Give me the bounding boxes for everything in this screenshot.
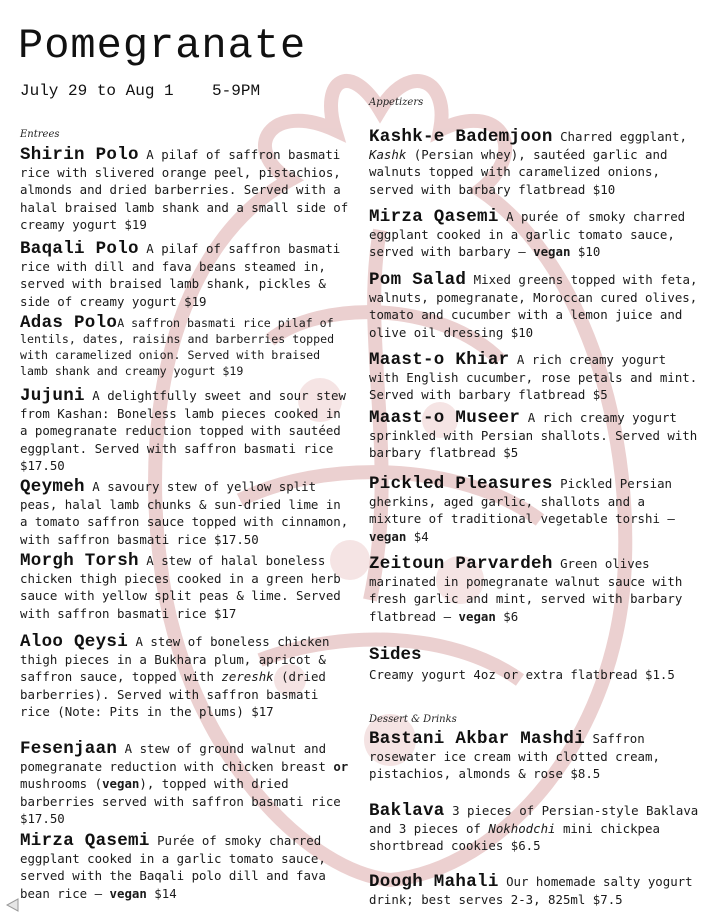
item-description-emphasis: Nokhodchi xyxy=(488,821,556,837)
appetizers-heading: Appetizers xyxy=(369,97,424,108)
menu-item xyxy=(20,633,355,720)
item-description: A stew of boneless chicken thigh pieces in a Bukhara plum, apricot & saffron sauce, topped with xyxy=(20,634,330,685)
menu-item xyxy=(20,740,355,827)
item-description-mid: mushrooms ( xyxy=(20,776,103,792)
menu-item xyxy=(369,351,701,404)
item-description-cont: ), topped with dried barberries served with saffron basmati rice $17.50 xyxy=(20,776,341,826)
menu-item xyxy=(20,240,355,310)
menu-item xyxy=(20,832,355,902)
item-description: A savoury stew of yellow split peas, halal lamb chunks & sun-dried lime in a tomato saffron sauce topped with cinnamon, with saffron basmati rice $17.50 xyxy=(20,479,349,547)
menu-item xyxy=(369,873,701,908)
item-description: A saffron basmati rice pilaf of lentils, dates, raisins and barberries topped with caramelized onion. Served with braised lamb shank and creamy yogurt $19 xyxy=(20,316,335,378)
dessert-heading: Dessert & Drinks xyxy=(369,714,457,725)
vegan-label: vegan xyxy=(102,776,140,792)
service-hours: 5-9PM xyxy=(212,82,261,100)
item-description: Saffron rosewater ice cream with clotted cream, pistachios, almonds & rose $8.5 xyxy=(369,731,660,782)
item-description: Green olives marinated in pomegranate walnut sauce with fresh garlic and mint, served with barbary flatbread – xyxy=(369,556,683,624)
item-description: A purée of smoky charred eggplant cooked in a garlic tomato sauce, served with barbary – xyxy=(369,209,686,260)
item-description: A delightfully sweet and sour stew from Kashan: Boneless lamb pieces cooked in a pomegranate reduction topped with sautéed eggplant. Served with saffron basmati rice $17.50 xyxy=(20,388,346,473)
item-description-cont: (dried barberries). Served with saffron basmati rice (Note: Pits in the plums) $17 xyxy=(20,669,326,719)
vegan-label: vegan xyxy=(109,885,147,901)
date-range: July 29 to Aug 1 xyxy=(20,82,174,100)
vegan-label: vegan xyxy=(369,528,407,544)
item-name: Doogh Mahali xyxy=(369,872,499,892)
menu-item xyxy=(20,146,355,233)
item-name: Pom Salad xyxy=(369,270,467,290)
item-description-emphasis: Kashk xyxy=(369,147,407,163)
menu-item xyxy=(369,802,701,855)
item-name: Baklava xyxy=(369,801,445,821)
event-dates xyxy=(20,82,260,100)
menu-item xyxy=(20,315,355,379)
item-description: A pilaf of saffron basmati rice with dill and fava beans steamed in, served with braised lamb shank, pickles & side of creamy yogurt $19 xyxy=(20,241,341,309)
item-name: Aloo Qeysi xyxy=(20,632,129,652)
item-description-cont: $6 xyxy=(495,608,519,624)
item-description: Charred eggplant, xyxy=(552,129,687,144)
item-description-emphasis: zereshk xyxy=(221,669,274,685)
item-name: Shirin Polo xyxy=(20,145,139,165)
sides-text: Creamy yogurt 4oz or extra flatbread $1.5 xyxy=(369,667,675,682)
item-description: 3 pieces of Persian-style Baklava and 3 pieces of xyxy=(369,803,699,837)
item-name: Mirza Qasemi xyxy=(369,207,499,227)
item-name: Zeitoun Parvardeh xyxy=(369,554,553,574)
item-description-cont: mini chickpea shortbread cookies $6.5 xyxy=(369,821,660,854)
item-name: Maast-o Khiar xyxy=(369,350,510,370)
item-description-cont: $10 xyxy=(570,244,601,260)
menu-item xyxy=(20,478,355,548)
vegan-label: vegan xyxy=(533,244,571,260)
item-description: A rich creamy yogurt with English cucumber, rose petals and mint. Served with barbary flatbread $5 xyxy=(369,352,698,403)
menu-item xyxy=(369,730,701,783)
item-name: Mirza Qasemi xyxy=(20,831,150,851)
menu-item xyxy=(20,552,355,622)
menu-item xyxy=(369,208,701,261)
item-description-cont: $4 xyxy=(406,528,429,544)
item-name: Fesenjaan xyxy=(20,739,118,759)
item-description: Purée of smoky charred eggplant cooked in a garlic tomato sauce, served with the Baqali polo dill and fava bean rice – xyxy=(20,833,326,901)
item-name: Kashk-e Bademjoon xyxy=(369,127,553,147)
item-description: A stew of halal boneless chicken thigh pieces cooked in a green herb sauce with yellow split peas & lime. Served with saffron basmati rice $17 xyxy=(20,553,341,621)
item-name: Adas Polo xyxy=(20,313,118,333)
menu-item xyxy=(369,409,701,462)
menu-item xyxy=(369,555,701,625)
item-name: Qeymeh xyxy=(20,477,85,497)
sides-heading: Sides xyxy=(369,645,422,665)
menu-item xyxy=(369,128,701,198)
restaurant-title: Pomegranate xyxy=(18,22,307,70)
item-description-bold: or xyxy=(333,759,349,775)
item-description-cont: (Persian whey), sautéed garlic and walnuts topped with caramelized onions, served with barbary flatbread $10 xyxy=(369,147,668,197)
item-name: Morgh Torsh xyxy=(20,551,139,571)
item-description: A rich creamy yogurt sprinkled with Persian shallots. Served with barbary flatbread $5 xyxy=(369,410,698,461)
item-description: Mixed greens topped with feta, walnuts, pomegranate, Moroccan cured olives, tomato and cucumber with a lemon juice and olive oil dressing $10 xyxy=(369,272,698,340)
menu-item xyxy=(20,387,355,474)
vegan-label: vegan xyxy=(458,608,496,624)
item-description: A pilaf of saffron basmati rice with slivered orange peel, pistachios, almonds and dried barberries. Served with a halal braised lamb shank and a small side of creamy yogurt $19 xyxy=(20,147,349,232)
menu-item xyxy=(369,475,701,545)
item-description-cont: $14 xyxy=(146,885,177,901)
previous-page-arrow-icon[interactable] xyxy=(4,897,20,913)
item-name: Pickled Pleasures xyxy=(369,474,553,494)
item-name: Bastani Akbar Mashdi xyxy=(369,729,586,749)
sides-description xyxy=(369,666,701,683)
item-name: Maast-o Museer xyxy=(369,408,521,428)
entrees-heading: Entrees xyxy=(20,129,60,140)
item-name: Jujuni xyxy=(20,386,85,406)
item-description: Pickled Persian gherkins, aged garlic, shallots and a mixture of traditional vegetable torshi – xyxy=(369,476,675,527)
item-description: Our homemade salty yogurt drink; best serves 2-3, 825ml $7.5 xyxy=(369,874,693,908)
item-name: Baqali Polo xyxy=(20,239,139,259)
menu-item xyxy=(369,271,701,341)
item-description: A stew of ground walnut and pomegranate reduction with chicken breast xyxy=(20,741,334,775)
